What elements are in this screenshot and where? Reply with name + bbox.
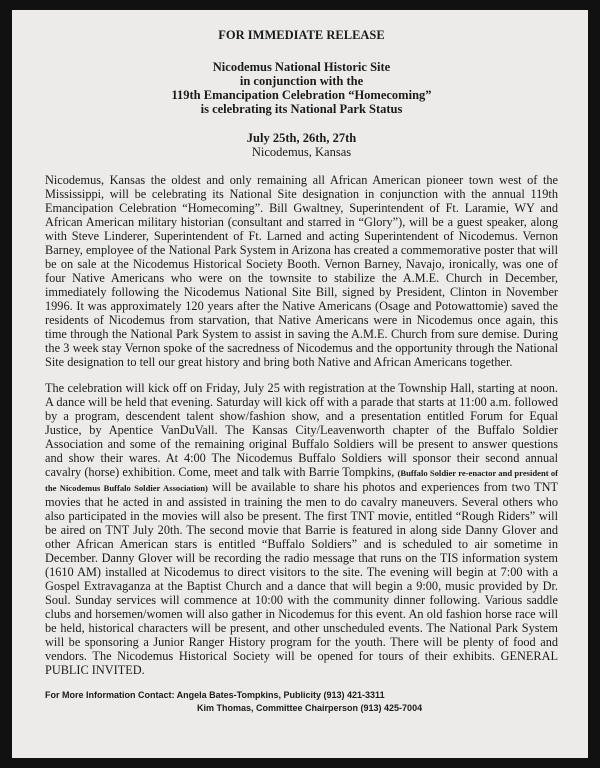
event-dates: July 25th, 26th, 27th — [246, 131, 357, 145]
body-text — [45, 173, 558, 677]
heading-line-3: 119th Emancipation Celebration “Homecoming” — [171, 88, 432, 102]
paragraph-schedule — [45, 381, 558, 677]
schedule-text-part-2: will be available to share his photos and experiences from two TNT movies that he acted in and assisted in training the men to do cavalry maneuvers. Several others who also participated in the movies will also be present. The first TNT movie, entitled “Rough Riders” will be aired on TNT July 20th. The second movie that Barrie is featured in along side Danny Glover and other African American stars is entitled “Buffalo Soldiers” and is scheduled to air sometime in December. Danny Glover will be recording the radio message that runs on the TIS information system (1610 AM) installed at Nicodemus to direct visitors to the site. The evening will begin at 7:00 with a Gospel Extravaganza at the Baptist Church and a dance that will begin a 9:00, music provided by Dr. Soul. Sunday services will commence at 10:00 with the community dinner following. Various saddle clubs and horsemen/women will also gather in Nicodemus for this event. An old fashion horse race will be held, historical characters will be present, and other unscheduled events. The National Park System will be sponsoring a Junior Ranger History program for the youth. There will be plenty of food and vendors. The Nicodemus Historical Society will be opened for tours of their exhibits. GENERAL PUBLIC INVITED. — [45, 480, 559, 677]
heading-line-2: in conjunction with the — [239, 74, 364, 88]
event-dates-block — [45, 131, 558, 159]
contact-block — [45, 689, 558, 715]
heading-block — [45, 60, 558, 116]
release-label: FOR IMMEDIATE RELEASE — [218, 28, 385, 42]
event-location: Nicodemus, Kansas — [251, 145, 352, 159]
heading-line-4: is celebrating its National Park Status — [200, 102, 403, 116]
schedule-text-part-1: The celebration will kick off on Friday, July 25 with registration at the Township Hall, starting at noon. A dance will be held that evening. Saturday will kick off with a parade that starts at 11:00 a.m. followed by a program, descendent talent show/fashion show, and a presentation entitled Forum for Equal Justice, by Apentice VanDuVall. The Kansas City/Leavenworth chapter of the Buffalo Soldier Association and some of the remaining original Buffalo Soldiers will be present to answer questions and show their wares. At 4:00 The Nicodemus Buffalo Soldiers will sponsor their second annual cavalry (horse) exhibition. Come, meet and talk with Barrie Tompkins, — [45, 381, 558, 479]
press-release-page — [12, 10, 588, 758]
paragraph-intro: Nicodemus, Kansas the oldest and only remaining all African American pioneer town west of the Mississippi, will be celebrating its National Site designation in conjunction with the annual 119th Emancipation Celebration “Homecoming”. Bill Gwaltney, Superintendent of Ft. Laramie, WY and African American military historian (consultant and starred in “Glory”), will be a guest speaker, along with Steve Linderer, Superintendent of Ft. Larned and acting Superintendent of Nicodemus. Vernon Barney, employee of the National Park System in Arizona has created a commemorative poster that will be on sale at the Nicodemus Historical Society Booth. Vernon Barney, Navajo, ironically, was one of four Native Americans who were on the townsite to stabilize the A.M.E. Church in December, immediately following the Nicodemus National Site Bill, signed by President, Clinton in November 1996. It was approximately 120 years after the Native Americans (Osage and Potowattomie) saved the residents of Nicodemus from starvation, that Native Americans were in Nicodemus once again, this time through the National Park System to assist in saving the A.M.E. Church from sure demise. During the 3 week stay Vernon spoke of the sacredness of Nicodemus and the opportunity through the National Site designation to tell our great history and bring both Native and African Americans together. — [45, 173, 558, 369]
contact-line-chairperson: Kim Thomas, Committee Chairperson (913) 425-7004 — [197, 703, 423, 713]
heading-line-1: Nicodemus National Historic Site — [212, 60, 391, 74]
schedule-small-note: (Buffalo Soldier re-enactor and president of the Nicodemus Buffalo Soldier Association) — [45, 468, 558, 493]
contact-line-publicity: For More Information Contact: Angela Bates-Tompkins, Publicity (913) 421-3311 — [45, 690, 385, 700]
